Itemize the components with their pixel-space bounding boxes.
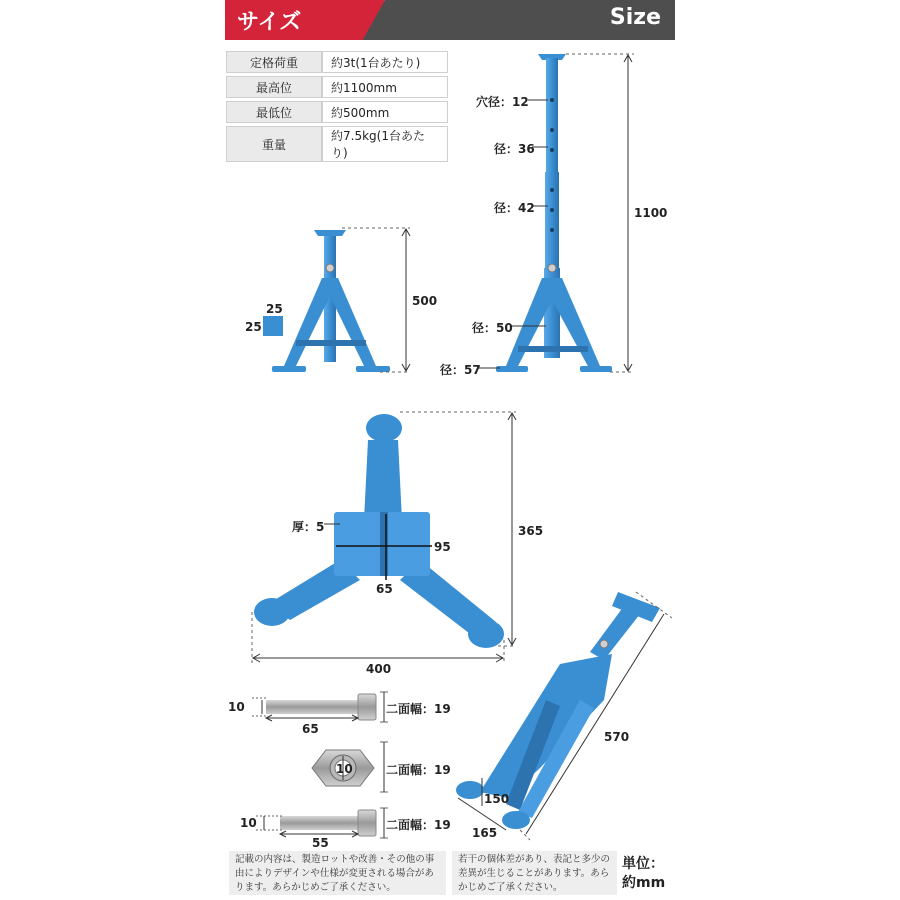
dim-base-width: 400 xyxy=(366,662,392,676)
dim-folded-150: 150 xyxy=(484,792,510,806)
square-tube-section xyxy=(263,316,283,336)
dim-bolt1-diameter: 10 xyxy=(228,700,245,714)
unit-line2: 約mm xyxy=(622,875,666,891)
spec-value: 約7.5kg(1台あたり) xyxy=(322,126,448,162)
dim-square-height: 25 xyxy=(245,320,262,334)
dim-tube-50: 径：50 xyxy=(472,321,513,335)
dim-high-height: 1100 xyxy=(634,206,668,220)
dim-nut-wrench: 二面幅：19 xyxy=(386,763,451,777)
dim-bolt2-diameter: 10 xyxy=(240,816,257,830)
dim-plate-thickness: 厚：5 xyxy=(292,520,325,534)
dim-bolt1-wrench: 二面幅：19 xyxy=(386,702,451,716)
spec-key: 定格荷重 xyxy=(226,51,322,73)
spec-value: 約1100mm xyxy=(322,76,448,98)
spec-key: 最低位 xyxy=(226,101,322,123)
dim-folded-165: 165 xyxy=(472,826,498,840)
spec-key: 最高位 xyxy=(226,76,322,98)
spec-key: 重量 xyxy=(226,126,322,162)
unit-line1: 単位： xyxy=(622,856,664,872)
bolt-55 xyxy=(280,810,376,836)
dim-low-height: 500 xyxy=(412,294,438,308)
bolt-65 xyxy=(266,694,376,720)
note-design-change: 記載の内容は、製造ロットや改善・その他の事由によりデザインや仕様が変更される場合があります。あらかじめご了承ください。 xyxy=(229,851,446,895)
dim-tube-57: 径：57 xyxy=(440,363,481,377)
header-title-jp: サイズ xyxy=(237,10,302,35)
dim-bolt1-length: 65 xyxy=(302,722,319,736)
unit-label xyxy=(622,855,682,893)
dim-folded-length: 570 xyxy=(604,730,630,744)
dim-bolt2-wrench: 二面幅：19 xyxy=(386,818,451,832)
dim-bolt2-length: 55 xyxy=(312,836,329,850)
dim-plate-width: 95 xyxy=(434,540,451,554)
dim-square-width: 25 xyxy=(266,302,283,316)
dim-hole-diameter: 穴径：12 xyxy=(476,95,529,109)
note-individual-difference: 若干の個体差があり、表記と多少の差異が生じることがあります。あらかじめご了承ください。 xyxy=(452,851,617,895)
dim-base-depth: 365 xyxy=(518,524,544,538)
stand-low-position xyxy=(272,230,390,372)
dim-plate-height: 65 xyxy=(376,582,393,596)
spec-value: 約3t(1台あたり) xyxy=(322,51,448,73)
dim-tube-36: 径：36 xyxy=(494,142,535,156)
dim-nut-diameter: 10 xyxy=(336,762,353,776)
spec-value: 約500mm xyxy=(322,101,448,123)
header-title-en: Size xyxy=(609,5,661,30)
dim-tube-42: 径：42 xyxy=(494,201,535,215)
